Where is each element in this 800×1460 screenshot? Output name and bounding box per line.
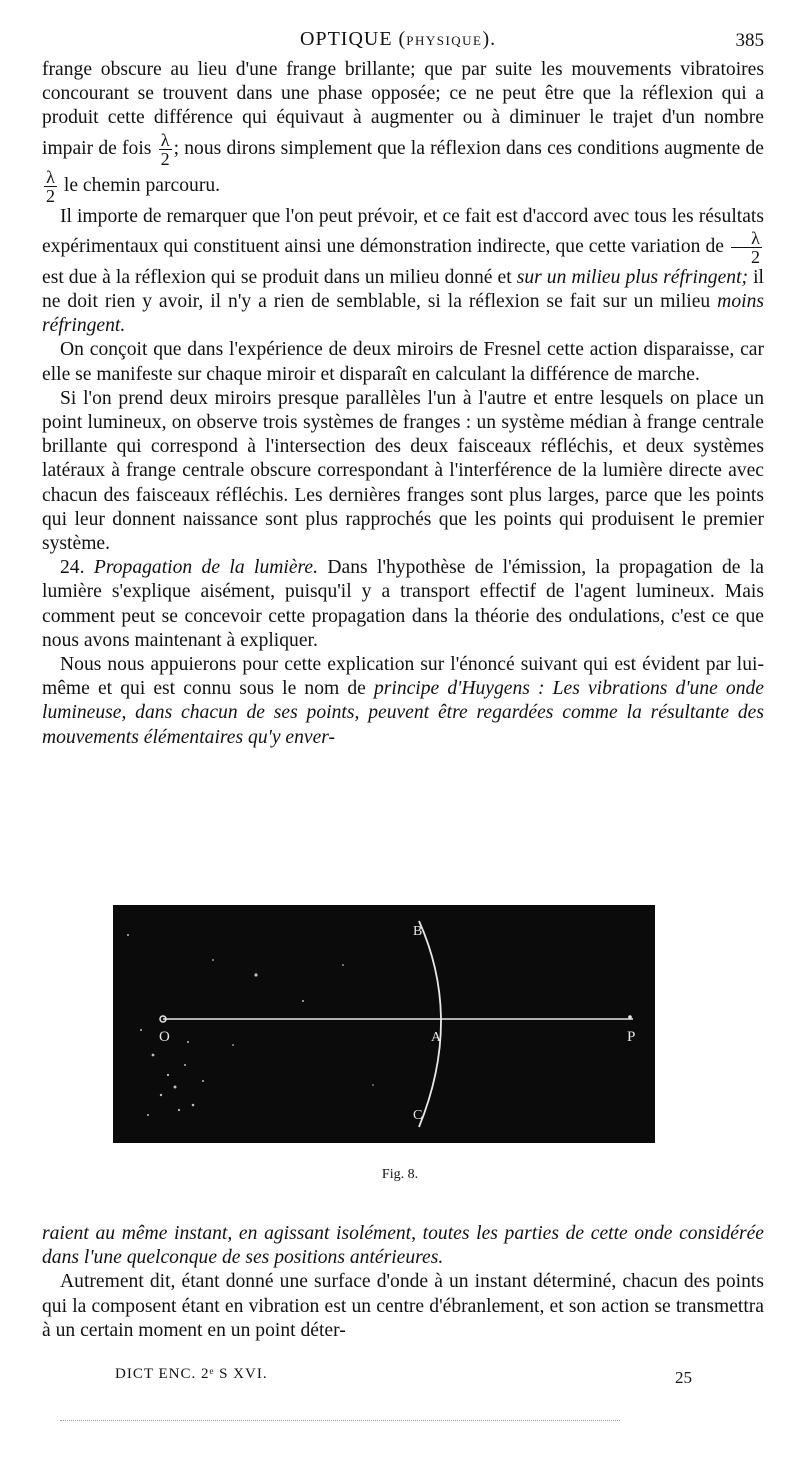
fraction-denominator: 2 bbox=[46, 185, 55, 206]
text-run: Il importe de remarquer que l'on peut prévoir, et ce fait est d'accord avec tous les résultats expérimentaux qui constituent ainsi une démonstration indirecte, que cette variation de bbox=[42, 205, 764, 257]
signature-number: 25 bbox=[675, 1368, 692, 1387]
fraction-numerator: λ bbox=[44, 168, 57, 187]
italic-text: moins réfringent. bbox=[42, 291, 764, 337]
text-run: frange obscure au lieu d'une frange brillante; que par suite les mouvements vibratoires concourant se trouvent dans une phase opposée; ce ne peut être que la réflexion qui a produit cette différence qui équivaut à augmenter ou à diminuer le trajet d'un nombre impair de fois bbox=[42, 59, 764, 159]
text-run: 24. bbox=[60, 557, 94, 579]
fraction-lambda-over-2 bbox=[44, 168, 57, 205]
text-run bbox=[545, 678, 553, 699]
text-run: Dans l'hypothèse de l'émission, la propagation de la lumière s'explique aisément, puisqu'il y a transport effectif de l'agent lumineux. Mais comment peut se concevoir cette propagation dans la théorie des ondulations, c'est ce que nous avons maintenant à expliquer. bbox=[42, 557, 764, 651]
figure-caption: Fig. 8. bbox=[381, 1167, 419, 1182]
fraction-lambda-over-2 bbox=[159, 131, 172, 168]
italic-text: Propagation de la lumière. bbox=[93, 557, 319, 579]
label-b: B bbox=[413, 924, 423, 939]
paragraph bbox=[42, 1270, 764, 1343]
label-a: A bbox=[431, 1030, 442, 1045]
figure-background bbox=[113, 905, 655, 1143]
fraction-denominator: 2 bbox=[751, 246, 760, 267]
italic-text: Les vibrations d'une onde lumineuse, dans chacun de ses points, peuvent être regardées comme la résultante des mouvements élémentaires qu'y enver- bbox=[42, 678, 764, 748]
fraction-lambda-over-2 bbox=[731, 229, 762, 266]
paragraph bbox=[42, 205, 764, 339]
italic-text: principe d'Huygens : bbox=[373, 678, 545, 700]
text-run: le chemin parcouru. bbox=[59, 174, 221, 196]
paragraph bbox=[42, 653, 764, 750]
label-p: P bbox=[627, 1029, 636, 1045]
paragraph bbox=[42, 556, 764, 653]
fraction-numerator: λ bbox=[731, 229, 762, 248]
text-run: On conçoit que dans l'expérience de deux miroirs de Fresnel cette action disparaisse, car elle se manifeste sur chaque miroir et disparaît en calculant la différence de marche. bbox=[42, 339, 764, 385]
header-title-small: PHYSIQUE bbox=[406, 33, 483, 48]
body-text-top bbox=[42, 58, 764, 750]
running-header bbox=[0, 28, 800, 54]
page-number: 385 bbox=[735, 30, 764, 51]
text-run: Si l'on prend deux miroirs presque parallèles l'un à l'autre et entre lesquels on place un point lumineux, on observe trois systèmes de franges : un système médian à frange centrale brillante qui correspond à l'intersection des deux faisceaux réfléchis, et deux systèmes latéraux à frange centrale obscure correspondant à l'interférence de la lumière directe avec chacun des faisceaux réfléchis. Les dernières franges sont plus larges, parce que les points qui leur donnent naissance sont plus rapprochés que les points qui produisent le premier système. bbox=[42, 387, 764, 555]
fraction-numerator: λ bbox=[159, 131, 172, 150]
paragraph bbox=[42, 1222, 764, 1270]
text-run: est due à la réflexion qui se produit dans un milieu donné et bbox=[42, 266, 517, 288]
body-text-bottom bbox=[42, 1222, 764, 1343]
page-footer bbox=[0, 1366, 800, 1390]
paragraph bbox=[42, 387, 764, 556]
text-run: il ne doit rien y avoir, il n'y a rien de semblable, si la réflexion se fait sur un milieu bbox=[42, 266, 764, 313]
fraction-denominator: 2 bbox=[160, 148, 170, 169]
paragraph bbox=[42, 58, 764, 205]
text-run: Autrement dit, étant donné une surface d'onde à un instant déterminé, chacun des points qui la composent étant en vibration est un centre d'ébranlement, et son action se transmettra à un certain moment en un point déter- bbox=[42, 1271, 764, 1341]
figure-8-diagram bbox=[113, 905, 655, 1143]
header-title-end: ). bbox=[482, 28, 497, 50]
header-title-main: OPTIQUE ( bbox=[300, 28, 407, 50]
bottom-rule bbox=[60, 1420, 620, 1421]
italic-text: sur un milieu plus réfringent; bbox=[516, 266, 749, 288]
point-p-marker bbox=[628, 1015, 632, 1019]
label-o: O bbox=[159, 1029, 170, 1045]
text-run: ; nous dirons simplement que la réflexion dans ces conditions augmente de bbox=[173, 137, 764, 159]
italic-text: raient au même instant, en agissant isolément, toutes les parties de cette onde considérée dans l'une quelconque de ses positions antérieures. bbox=[42, 1223, 764, 1269]
text-run: Nous nous appuierons pour cette explication sur l'énoncé suivant qui est évident par lui-même et qui est connu sous le nom de bbox=[42, 654, 764, 700]
paragraph bbox=[42, 338, 764, 386]
header-title bbox=[300, 28, 496, 51]
label-c: C bbox=[413, 1108, 423, 1123]
figure-8 bbox=[113, 905, 655, 1143]
signature-mark: DICT ENC. 2ᵉ S XVI. bbox=[115, 1366, 268, 1382]
